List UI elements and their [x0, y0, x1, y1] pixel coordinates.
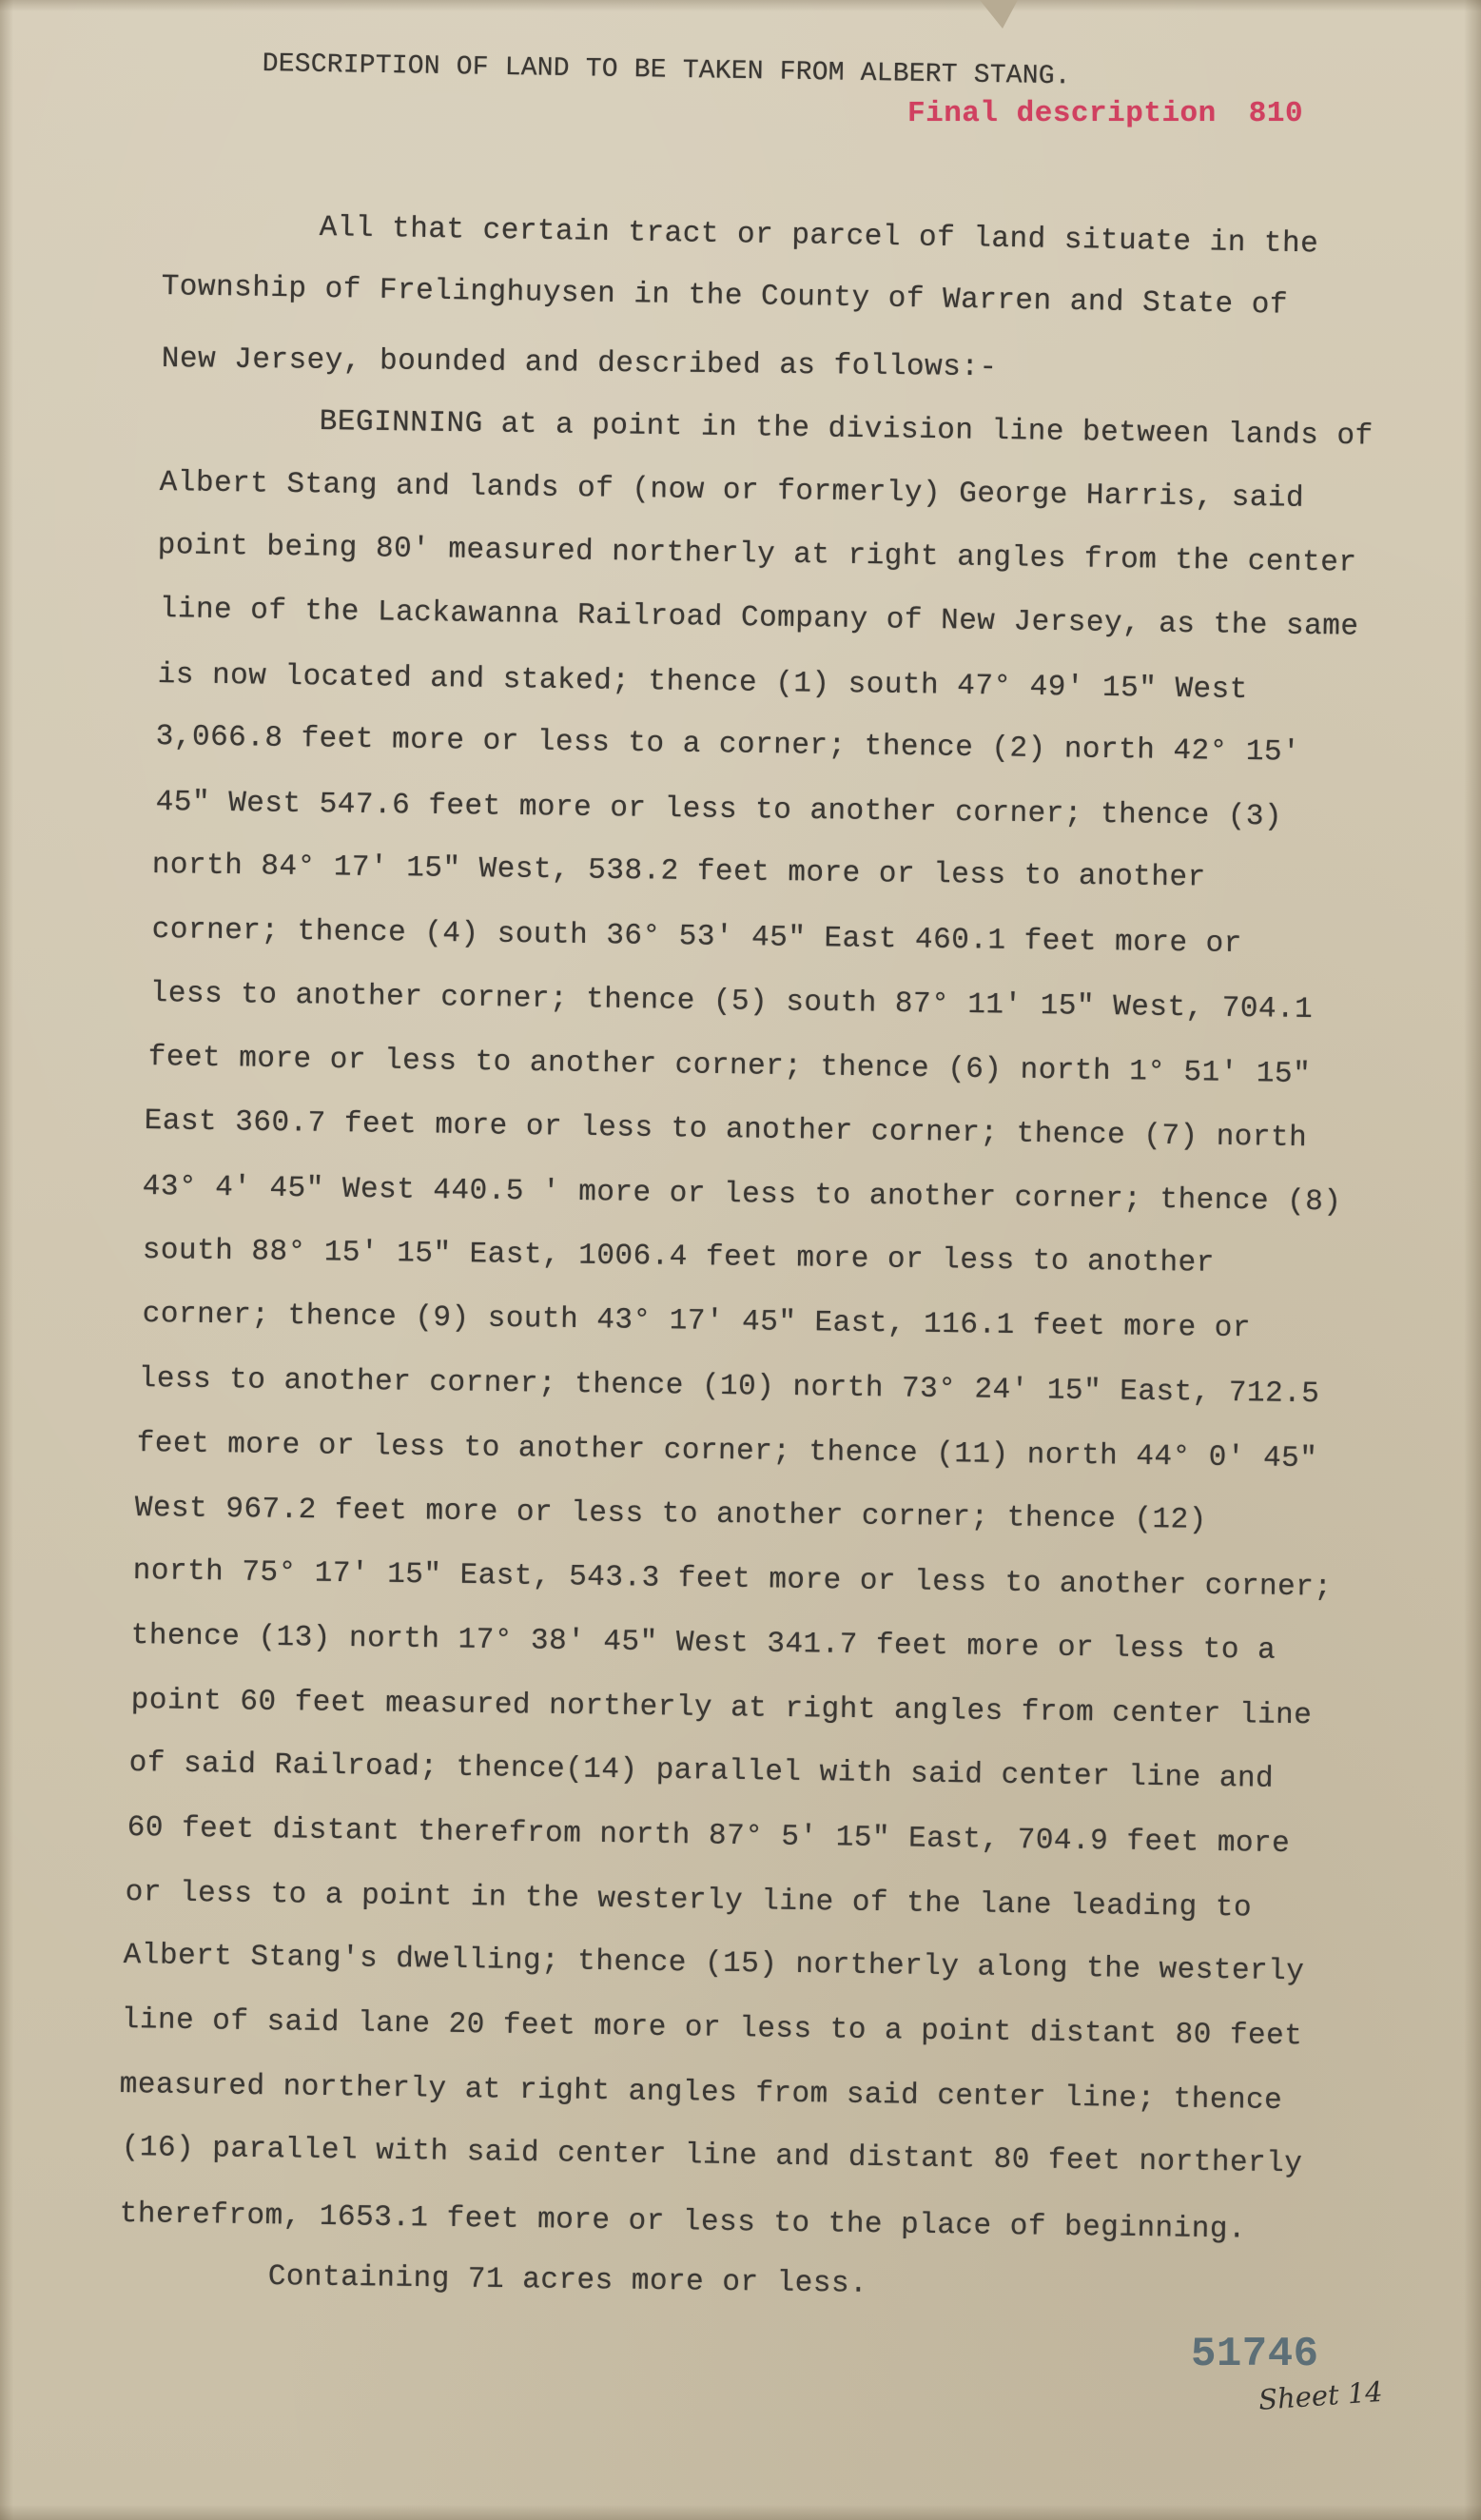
body-line: Albert Stang and lands of (now or formerly) George Harris, said: [159, 466, 1305, 516]
body-line: Township of Frelinghuysen in the County of Warren and State of: [161, 270, 1289, 322]
body-line: line of the Lackawanna Railroad Company of New Jersey, as the same: [159, 593, 1359, 644]
body-line: West 967.2 feet more or less to another corner; thence (12): [134, 1492, 1208, 1537]
body-line: 43° 4' 45" West 440.5 ' more or less to another corner; thence (8): [142, 1170, 1342, 1220]
body-line: measured northerly at right angles from said center line; thence: [119, 2068, 1283, 2119]
sheet-note: Sheet 14: [1257, 2374, 1384, 2416]
stamp-number: 810: [1248, 97, 1304, 130]
body-line: south 88° 15' 15" East, 1006.4 feet more or less to another: [142, 1234, 1216, 1280]
body-line: line of said lane 20 feet more or less to a point distant 80 feet: [121, 2003, 1303, 2054]
body-line-closing: Containing 71 acres more or less.: [267, 2260, 868, 2301]
body-line: New Jersey, bounded and described as follows:-: [161, 342, 998, 385]
body-line: (16) parallel with said center line and distant 80 feet northerly: [121, 2131, 1303, 2181]
body-line: corner; thence (9) south 43° 17' 45" East, 116.1 feet more or: [142, 1298, 1252, 1346]
body-line: feet more or less to another corner; thence (6) north 1° 51' 15": [147, 1041, 1312, 1092]
body-line: 60 feet distant therefrom north 87° 5' 15" East, 704.9 feet more: [127, 1811, 1291, 1862]
body-line: north 84° 17' 15" West, 538.2 feet more or less to another: [151, 849, 1206, 895]
body-line: All that certain tract or parcel of land situate in the: [319, 211, 1319, 262]
body-line: corner; thence (4) south 36° 53' 45" East 460.1 feet more or: [151, 913, 1243, 962]
body-line: BEGINNING at a point in the division line between lands of: [319, 405, 1374, 454]
document-heading: DESCRIPTION OF LAND TO BE TAKEN FROM ALBERT STANG.: [262, 49, 1072, 92]
body-line: point 60 feet measured northerly at right angles from center line: [130, 1684, 1313, 1733]
stamp-label: Final description: [907, 97, 1217, 130]
body-line: is now located and staked; thence (1) south 47° 49' 15" West: [157, 658, 1249, 707]
body-line: of said Railroad; thence(14) parallel with said center line and: [128, 1747, 1275, 1796]
body-line: Albert Stang's dwelling; thence (15) northerly along the westerly: [123, 1939, 1305, 1989]
body-line: thence (13) north 17° 38' 45" West 341.7 feet more or less to a: [130, 1619, 1276, 1668]
body-line: less to another corner; thence (5) south 87° 11' 15" West, 704.1: [149, 977, 1314, 1027]
body-line: point being 80' measured northerly at right angles from the center: [157, 529, 1357, 580]
body-line: or less to a point in the westerly line of the lane leading to: [125, 1876, 1253, 1925]
body-line: East 360.7 feet more or less to another corner; thence (7) north: [144, 1104, 1308, 1156]
document-number: 51746: [1191, 2331, 1319, 2378]
body-line: 45" West 547.6 feet more or less to another corner; thence (3): [155, 786, 1283, 834]
body-line: north 75° 17' 15" East, 543.3 feet more or less to another corner;: [132, 1554, 1333, 1605]
body-line: feet more or less to another corner; thence (11) north 44° 0' 45": [136, 1427, 1318, 1476]
body-line: less to another corner; thence (10) north 73° 24' 15" East, 712.5: [138, 1362, 1320, 1412]
body-line: 3,066.8 feet more or less to a corner; thence (2) north 42° 15': [155, 720, 1301, 770]
body-line: therefrom, 1653.1 feet more or less to the place of beginning.: [119, 2198, 1247, 2247]
